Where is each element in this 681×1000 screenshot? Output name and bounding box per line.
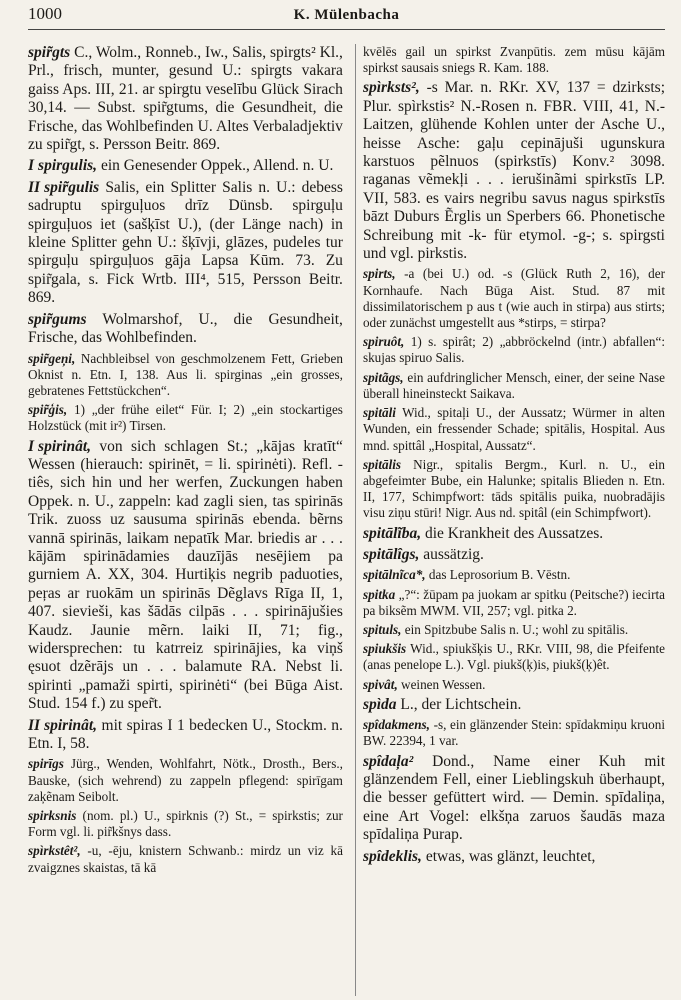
dictionary-entry (363, 405, 665, 454)
headword: spìda (362, 695, 397, 713)
headword: spitālîgs, (362, 545, 420, 563)
dictionary-entry (363, 622, 665, 638)
dictionary-entry (28, 351, 343, 400)
headword: spivât, (362, 676, 398, 692)
dictionary-entry (28, 179, 343, 308)
entry-body: Wid., spitaļi U., der Aussatz; Würmer in alten Wunden, ein fressender Schade; spitālis, Hospital. Aus mnd. spittâl „Hospital, Aussatz“. (362, 405, 665, 453)
headword: spiukšis (362, 641, 407, 657)
headword: spirīgs (28, 756, 64, 772)
headword: spir̃gts (28, 44, 71, 61)
page-header (28, 4, 665, 26)
headword: spirgulis, (38, 157, 98, 175)
entry-body: die Krankheit des Aussatzes. (421, 524, 604, 542)
headword: spîdaļa² (362, 752, 414, 770)
headword: spitāli (362, 405, 396, 421)
headword: spituls, (362, 621, 402, 637)
headword: spirts, (362, 266, 396, 282)
headword: spir̃ģis, (28, 402, 68, 418)
entry-body: „?“: žūpam pa juokam ar spitku (Peitsche?) iecirta pa biksẽm MWM. VII, 257; vgl. pitka 2. (362, 586, 665, 618)
dictionary-entry (363, 753, 665, 845)
entry-body: 1) „der frühe eilet“ Für. I; 2) „ein stockartiges Holzstück (mit ir²) Tirsen. (28, 402, 343, 434)
entry-body: Jürg., Wenden, Wohlfahrt, Nötk., Drosth., Bers., Bauske, (sich wehrend) zu zappeln pflegend: spirīgam zaķẽnam Seibolt. (28, 756, 343, 804)
dictionary-entry (363, 848, 665, 866)
entry-body: das Leprosorium B. Vēstn. (425, 567, 571, 583)
dictionary-entry (28, 438, 343, 714)
entry-body: ein aufdringlicher Mensch, einer, der seine Nase überall hineinsteckt Saikava. (362, 369, 665, 401)
entry-body: Nachbleibsel von geschmolzenem Fett, Grieben Oknist n. Etn. I, 138. Aus li. spirginas „ein grosses, gebratenes Fettstückchen“. (28, 350, 343, 398)
dictionary-entry (363, 44, 665, 76)
right-column (363, 44, 665, 996)
dictionary-entry (28, 756, 343, 805)
headword: spitālis (362, 456, 402, 472)
entry-body: Wid., spiukšķis U., RKr. VIII, 98, die Pfeifente (anas penelope L.). Vgl. piukš(ķ)is, piukš(ķ)êt. (362, 641, 665, 673)
entry-body: von sich schlagen St.; „kājas kratīt“ Wessen (hierauch: spirinēt, = li. spirinėti). Refl. -tiês, sich hin und her werfen, Zuckungen haben Oppek. n. U., zappeln: kad zagli sien, tas spirinās Trik. zuoss uz sausuma spirinās ebenda. bẽrns vannā spirinās, laikam nepatīk Mar. briedis ar . . . kājām spirinādamies dauzījās nesējiem pa gurniem A. XX, 304. Hurtiķis negrib paduoties, peŗas ar ruokām un spirinās Dẽglavs Rīga II, 1, 407. sievieši, kas šādās cilpās . . . spirinājušies Kaudz. Jaunie mẽrn. laiki II, 71; fig., widersprechen: tu katrreiz spirinājies, ka viņš ęsuot dzẽrājs un . . . balamute RA. Nebst li. spirinti „pamaži spirti, spirinėti“ (bei Būga Aist. Stud. 154 f.) zu sper̃t. (28, 437, 343, 713)
entry-body: etwas, was glänzt, leuchtet, (421, 847, 596, 865)
entry-body: Wolmarshof, U., die Gesundheit, Frische, das Wohlbefinden. (28, 310, 343, 347)
homonym-number: II (28, 716, 41, 734)
left-column (28, 44, 343, 996)
entry-body: C., Wolm., Ronneb., Iw., Salis, spirgts² Kl., Prl., frisch, munter, gesund U.: spirgts vakara gaiss Aps. III, 21. ar spirgtu veselību Glück Sirach 30,14. — Subst. spir̃gtums, die Gesundheit, die Frische, das Wohlbefinden U. Altes Verbaladjektiv zu spir̃gt, s. Persson Beitr. 869. (28, 44, 343, 154)
dictionary-entry (28, 157, 343, 175)
dictionary-entry (363, 641, 665, 673)
dictionary-entry (363, 717, 665, 749)
entry-body: weinen Wessen. (397, 676, 486, 692)
entry-body: mit spiras I 1 bedecken U., Stockm. n. Etn. I, 58. (28, 716, 343, 753)
dictionary-entry (363, 587, 665, 619)
dictionary-entry (363, 567, 665, 583)
headword: spìrkstêt², (28, 843, 81, 859)
entry-body: 1) s. spirât; 2) „abbröckelnd (intr.) abfallen“: skujas spiruo Salis. (362, 334, 665, 366)
headword: spîdeklis, (362, 847, 422, 865)
header-rule (28, 29, 665, 30)
headword: spirksnis (28, 808, 77, 824)
entry-body: (nom. pl.) U., spirknis (?) St., = spirkstis; zur Form vgl. li. pir̃kšnys dass. (28, 808, 343, 840)
headword: spir̃gums (28, 310, 87, 328)
dictionary-entry (363, 457, 665, 522)
homonym-number: II (28, 178, 41, 196)
headword: spitãgs, (362, 369, 404, 385)
entry-body: -s, ein glänzender Stein: spīdakmiņu kruoni BW. 22394, 1 var. (362, 717, 665, 749)
page-number: 1000 (28, 4, 62, 23)
entry-body: L., der Lichtschein. (396, 695, 522, 713)
entry-body: -s Mar. n. RKr. XV, 137 = dzirksts; Plur. spìrkstis² N.-Rosen n. FBR. VIII, 41, N.-Laitzen, glühende Kohlen unter der Asche U., heisse Asche: gaļu cepinājuši ugunskura karstuos pẽlnuos (spirkstīs) Konv.² 3098. raganas vẽmekļi . . . ierušinãmi spirkstīs LP. VII, 583. es vairs negribu savus nagus spirkstīs bāzt Duburs Ẽrglis un Sperbers 66. Phonetische Schreibung mit -k- für etymol. -g-; s. spirgsti und vgl. pirkstis. (362, 79, 665, 263)
homonym-number: I (28, 437, 35, 455)
entry-body: ein Spitzbube Salis n. U.; wohl zu spitālis. (401, 621, 629, 637)
dictionary-entry (28, 717, 343, 754)
entry-body: Dond., Name einer Kuh mit glänzendem Fell, einer Lieblingskuh überhaupt, die besser gefüttert wird. — Demin. spīdaliņa, eine Art Vogel: elkšņa zaruos šaudās maza spīdaliņa Purap. (362, 752, 665, 844)
dictionary-entry (363, 677, 665, 693)
dictionary-entry (363, 546, 665, 564)
dictionary-entry (28, 311, 343, 348)
dictionary-entry (363, 525, 665, 543)
headword: spir̃gulis (44, 178, 100, 196)
headword: spirinât, (44, 716, 98, 734)
dictionary-entry (28, 44, 343, 154)
entry-body: -u, -ēju, knistern Schwanb.: mirdz un viz kā zvaigznes skaistas, tā kā (28, 843, 343, 875)
headword: spìrksts², (362, 79, 420, 97)
entry-body: Nigr., spitalis Bergm., Kurl. n. U., ein abgefeimter Bube, ein Halunke; spitalis Blieden n. Etn. II, 177, Schimpfwort: tāds spitālis puika, nuobradājis visu ziņu stūri! Nigr. Aus nd. spitâl (ein Schimpfwort). (362, 456, 665, 521)
dictionary-entry (363, 266, 665, 331)
columns (28, 44, 665, 996)
dictionary-entry (363, 79, 665, 263)
dictionary-entry (28, 808, 343, 840)
entry-body: kvēlēs gail un spirkst Zvanpūtis. zem mūsu kājām spirkst sausais sniegs R. Kam. 188. (362, 44, 665, 76)
dictionary-entry (363, 696, 665, 714)
dictionary-entry (363, 334, 665, 366)
headword: spiruôt, (362, 334, 405, 350)
entry-body: Salis, ein Splitter Salis n. U.: debess sadruptu spirguļuos drīz Dünsb. spirguļu spirguļuos iet (sašķīst U.), (der Länge nach) in kleine Splitter gehn U.: šķīvji, glāzes, pudeles tur spirguļu spirguļuos gāja Lapsa Kūm. 73. Zu spir̃gala, s. Fick Wrtb. III⁴, 515, Persson Beitr. 869. (28, 178, 343, 307)
headword: spitālĩba, (362, 524, 422, 542)
headword: spitka (362, 586, 396, 602)
entry-body: ein Genesender Oppek., Allend. n. U. (97, 157, 334, 175)
headword: spir̃geņi, (28, 350, 76, 366)
dictionary-entry (363, 370, 665, 402)
dictionary-entry (28, 402, 343, 434)
headword: spirinât, (38, 437, 92, 455)
entry-body: aussätzig. (419, 545, 484, 563)
headword: spîdakmens, (362, 717, 430, 733)
running-title: K. Mülenbacha (293, 7, 400, 23)
dictionary-entry (28, 843, 343, 875)
homonym-number: I (28, 157, 35, 175)
entry-body: -a (bei U.) od. -s (Glück Ruth 2, 16), der Kornhaufe. Nach Būga Aist. Stud. 87 mit dissimilatorischem p aus t (wie auch in stirpa) aus stirts; oder zunächst umgestellt aus *stirps, = stirpa? (362, 266, 665, 331)
headword: spitālnĩca*, (362, 567, 426, 583)
